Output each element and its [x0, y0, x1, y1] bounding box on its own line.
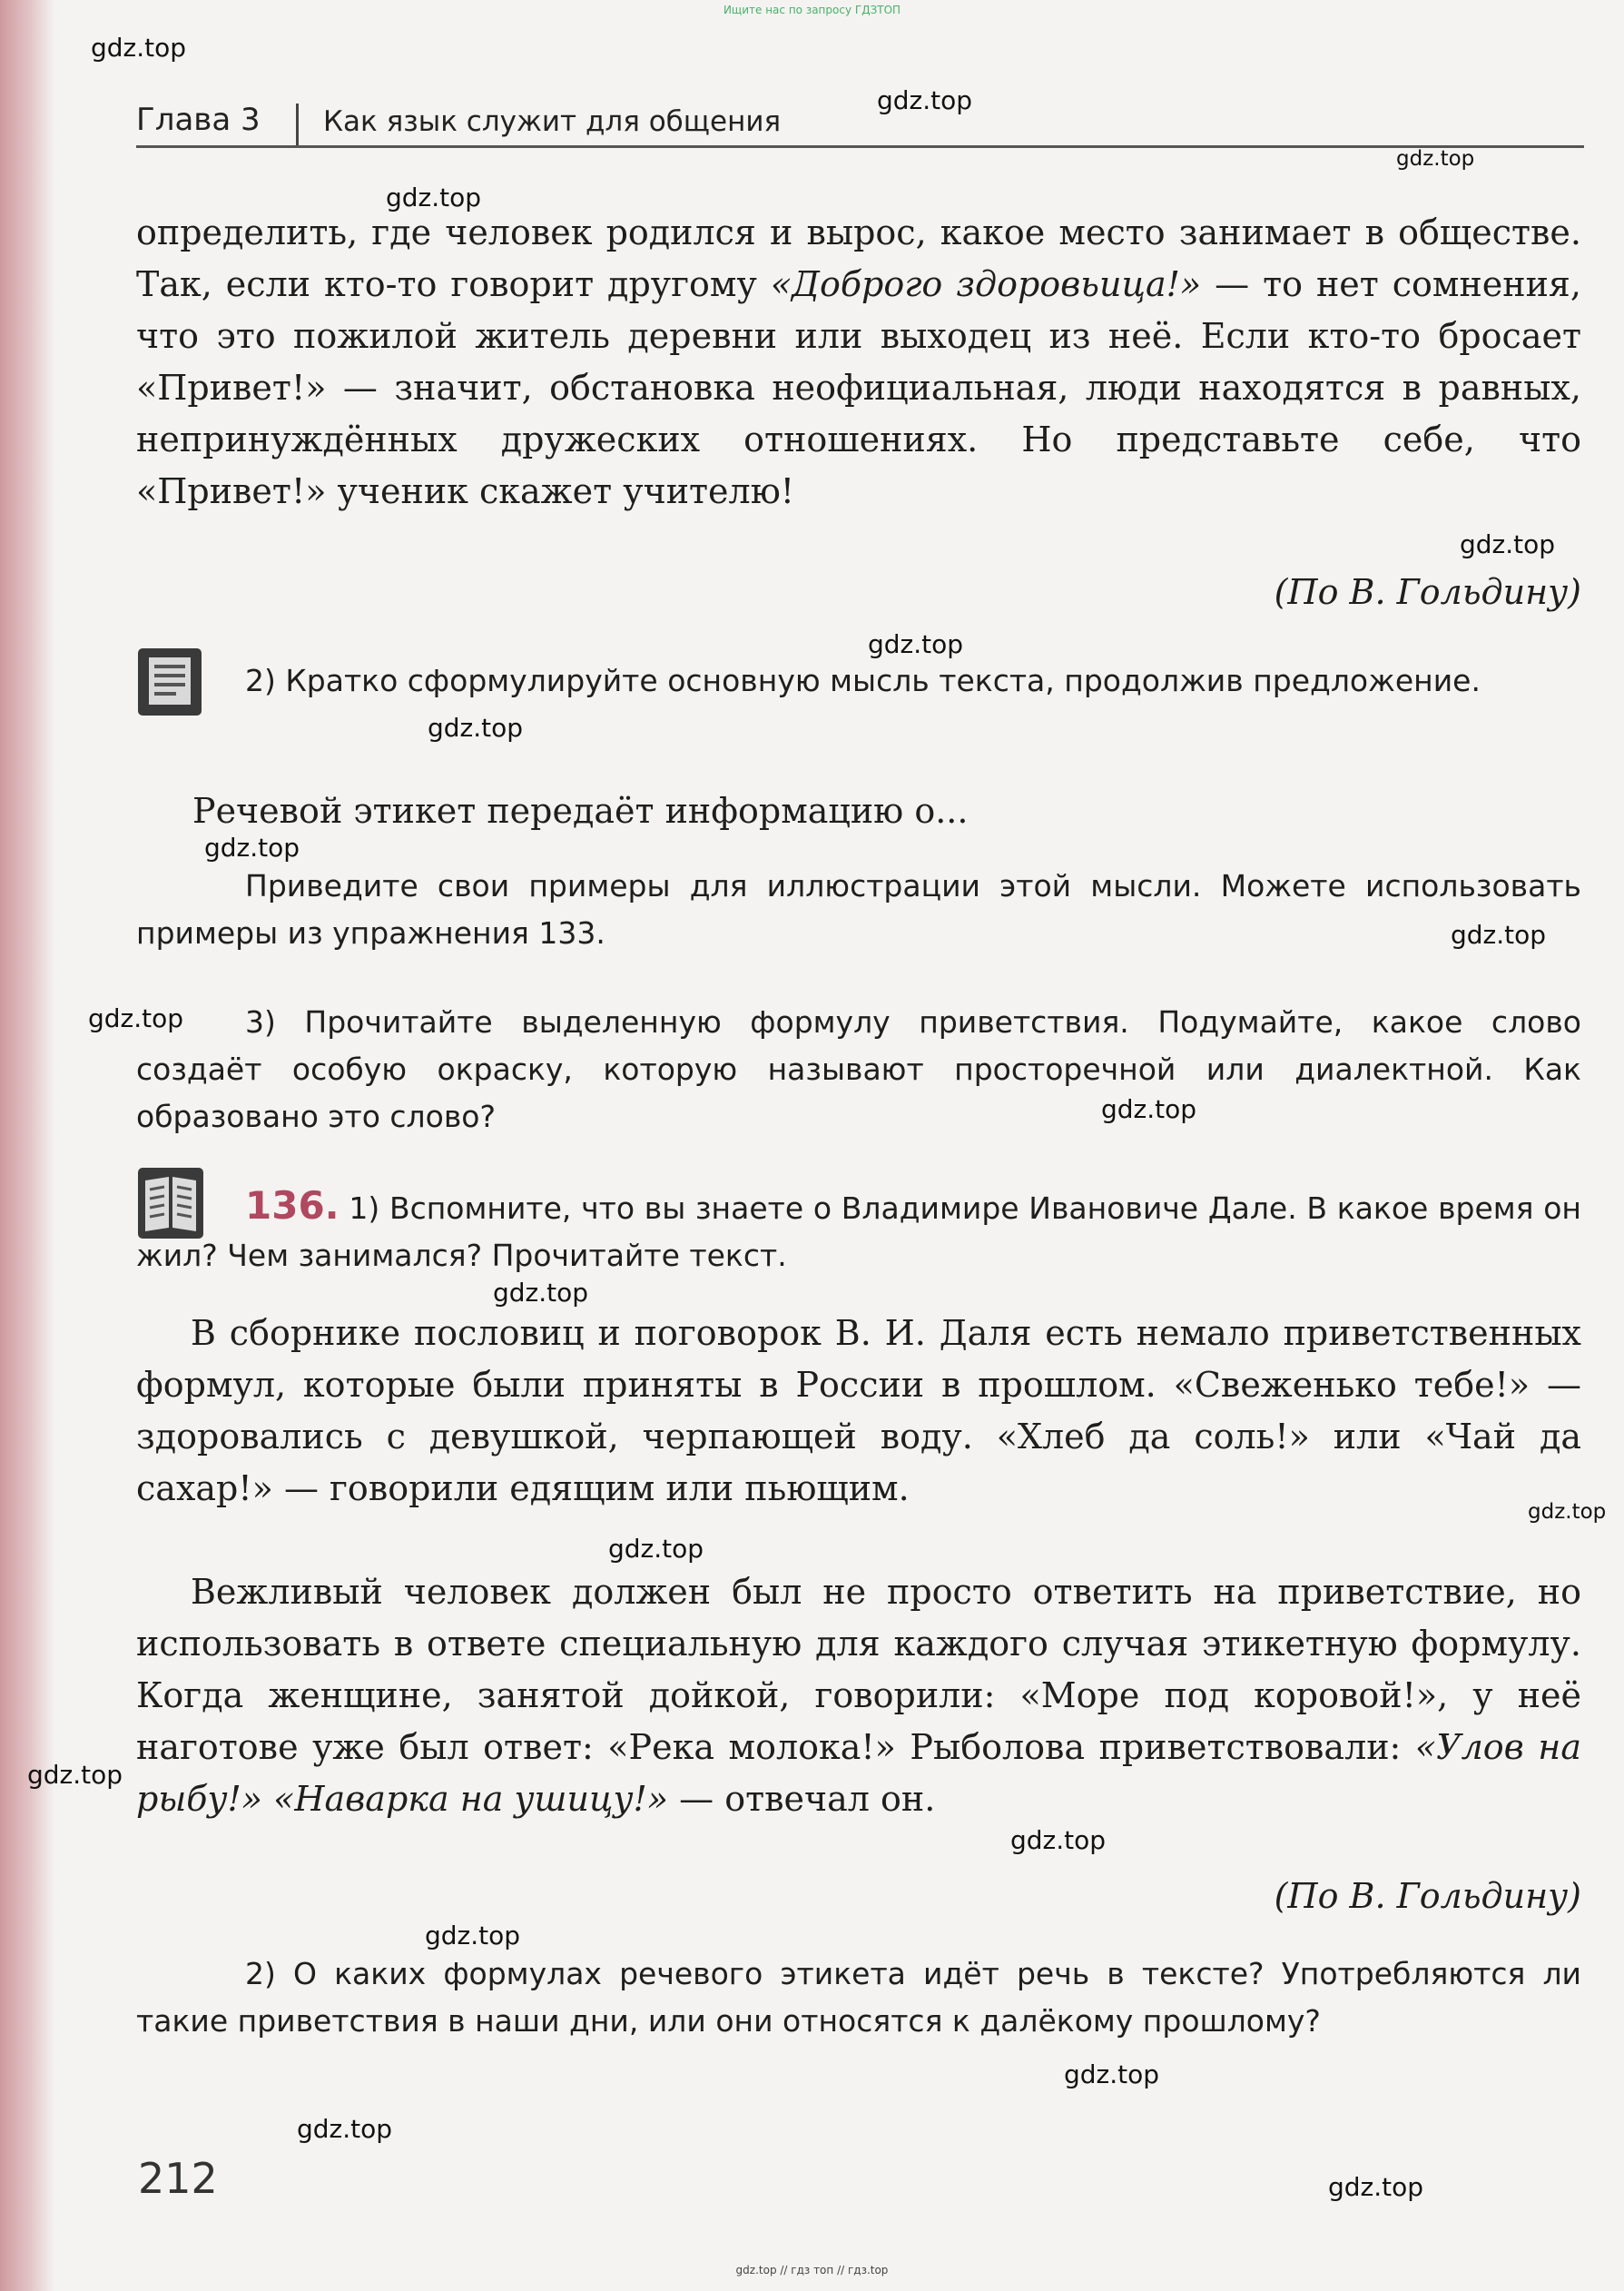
chapter-title: Как язык служит для общения — [323, 105, 782, 138]
page-header — [136, 98, 1584, 148]
watermark: gdz.top — [297, 2114, 393, 2144]
task-135-question-2: 2) Кратко сформулируйте основную мысль текста, продолжив предложение. — [245, 663, 1481, 698]
watermark: gdz.top — [428, 713, 524, 743]
task-135-question-3: 3) Прочитайте выделенную формулу приветствия. Подумайте, какое слово создаёт особую окраску, которую называют просторечной или диалектной. Как образовано это слово? — [136, 1004, 1581, 1134]
watermark: gdz.top — [1328, 2172, 1424, 2202]
watermark: gdz.top — [1064, 2059, 1160, 2089]
watermark: gdz.top — [1528, 1500, 1607, 1524]
watermark: gdz.top — [386, 183, 482, 212]
page-number: 212 — [138, 2154, 218, 2203]
bottom-banner: gdz.top // гдз топ // гдз.top — [735, 2264, 889, 2276]
book-spine-shadow — [0, 0, 54, 2291]
text-paragraph-2: В сборнике пословиц и поговорок В. И. Даля есть немало приветственных формул, которые были приняты в России в прошлом. «Свеженько тебе!» — здоровались с девушкой, черпающей воду. «Хлеб да соль!» или «Чай да сахар!» — говорили едящим или пьющим. — [136, 1313, 1581, 1508]
text-paragraph-1: определить, где человек родился и вырос, какое место занимает в обществе. Так, если кто-то говорит другому «Доброго здоровьица!» — то нет сомнения, что это пожилой житель деревни или выходец из неё. Если кто-то бросает «Привет!» — значит, обстановка неофициальная, люди находятся в равных, непринуждённых дружеских отношениях. Но представьте себе, что «Привет!» ученик скажет учителю! — [136, 212, 1581, 511]
watermark: gdz.top — [1396, 147, 1475, 171]
watermark: gdz.top — [1460, 529, 1556, 559]
task-135-instructions: Приведите свои примеры для иллюстрации этой мысли. Можете использовать примеры из упражнения 133. — [136, 868, 1581, 951]
text-author-1: (По В. Гольдину) — [1274, 572, 1581, 612]
watermark: gdz.top — [27, 1760, 123, 1790]
sentence-to-continue: Речевой этикет передаёт информацию о... — [192, 791, 969, 831]
watermark: gdz.top — [425, 1921, 521, 1950]
watermark: gdz.top — [1010, 1825, 1107, 1855]
watermark: gdz.top — [91, 33, 187, 63]
watermark: gdz.top — [493, 1278, 589, 1308]
watermark: gdz.top — [88, 1003, 184, 1033]
watermark: gdz.top — [1101, 1094, 1197, 1124]
task-136-number: 136. — [245, 1183, 340, 1228]
watermark: gdz.top — [1451, 920, 1547, 950]
task-136-question-2: 2) О каких формулах речевого этикета идёт речь в тексте? Употребляются ли такие приветствия в наши дни, или они относятся к далёкому прошлому? — [136, 1956, 1581, 2039]
watermark: gdz.top — [868, 629, 964, 659]
header-divider — [296, 104, 299, 145]
chapter-label: Глава 3 — [136, 102, 261, 138]
text-paragraph-3: Вежливый человек должен был не просто ответить на приветствие, но использовать в ответе специальную для каждого случая этикетную формулу. Когда женщине, занятой дойкой, говорили: «Море под коровой!», у неё наготове уже был ответ: «Река молока!» Рыболова приветствовали: «Улов на рыбу!» «Наварка на ушицу!» — отвечал он. — [136, 1572, 1581, 1819]
text-author-2: (По В. Гольдину) — [1274, 1876, 1581, 1916]
text-task-icon — [136, 647, 203, 717]
watermark: gdz.top — [204, 833, 300, 863]
task-136-question-1: 136. 1) Вспомните, что вы знаете о Владимире Ивановиче Дале. В какое время он жил? Чем занимался? Прочитайте текст. — [136, 1183, 1581, 1273]
watermark: gdz.top — [608, 1534, 704, 1564]
top-banner: Ищите нас по запросу ГДЗТОП — [723, 4, 901, 16]
watermark: gdz.top — [877, 85, 973, 115]
